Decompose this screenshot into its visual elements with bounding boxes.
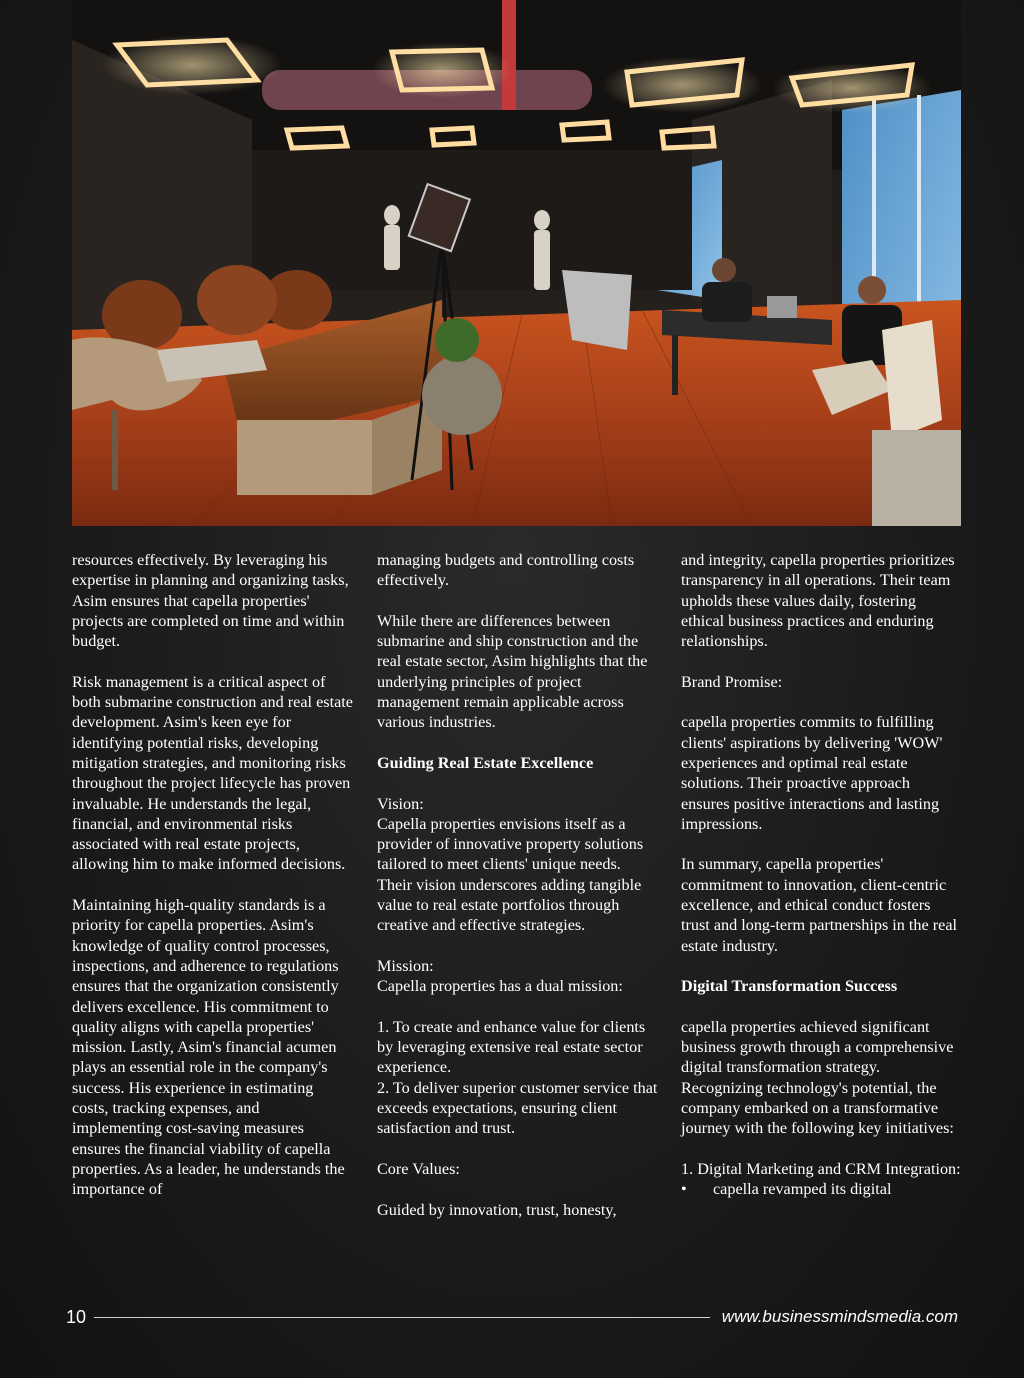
paragraph: Maintaining high-quality standards is a priority for capella properties. Asim's knowledge of quality control processes, inspections, and adherence to regulations ensures that the organization consistently delivers excellence. His commitment to quality aligns with capella properties' mission. Lastly, Asim's financial acumen plays an essential role in the company's success. His experience in estimating costs, tracking expenses, and implementing cost-saving measures ensures the financial viability of capella properties. As a leader, he understands the importance of bbox=[72, 896, 345, 1199]
office-interior-photo bbox=[72, 0, 961, 526]
paragraph: Risk management is a critical aspect of both submarine construction and real estate development. Asim's keen eye for identifying potential risks, developing mitigation strategies, and monitoring risks throughout the project lifecycle has proven invaluable. He understands the legal, financial, and environmental risks associated with real estate projects, allowing him to make informed decisions. bbox=[72, 672, 353, 874]
brand-promise-label: Brand Promise: bbox=[681, 672, 783, 691]
paragraph: capella properties achieved significant business growth through a comprehensive digital transformation strategy. Recognizing technology's potential, the company embarked on a transformative journey with the following key initiatives: bbox=[681, 1017, 954, 1138]
bullet-icon: • bbox=[681, 1180, 687, 1199]
article-columns bbox=[72, 550, 961, 1250]
page-number: 10 bbox=[66, 1306, 87, 1327]
office-photo-illustration bbox=[72, 0, 961, 526]
page-footer bbox=[66, 1303, 958, 1331]
article-column-1 bbox=[72, 550, 353, 1200]
bullet-item bbox=[681, 1179, 962, 1199]
core-values-text: Guided by innovation, trust, honesty, bbox=[377, 1200, 617, 1219]
summary-paragraph: In summary, capella properties' commitment to innovation, client-centric excellence, and ethical conduct fosters trust and long-term partnerships in the real estate industry. bbox=[681, 855, 958, 955]
mission-label: Mission: bbox=[377, 956, 434, 975]
bullet-text: capella revamped its digital bbox=[713, 1180, 892, 1199]
website-url[interactable]: www.businessmindsmedia.com bbox=[721, 1307, 958, 1326]
article-column-2 bbox=[377, 550, 658, 1220]
paragraph: While there are differences between submarine and ship construction and the real estate sector, Asim highlights that the underlying principles of project management remain applicable across various industries. bbox=[377, 611, 648, 732]
footer-divider bbox=[94, 1317, 710, 1318]
initiative-item: 1. Digital Marketing and CRM Integration: bbox=[681, 1159, 961, 1178]
paragraph: and integrity, capella properties prioritizes transparency in all operations. Their team upholds these values daily, fostering ethical business practices and enduring relationships. bbox=[681, 551, 955, 651]
section-heading: Digital Transformation Success bbox=[681, 977, 898, 996]
section-heading: Guiding Real Estate Excellence bbox=[377, 753, 594, 772]
vision-text: Capella properties envisions itself as a provider of innovative property solutions tailored to meet clients' unique needs. Their vision underscores adding tangible value to real estate portfolios through creative and effective strategies. bbox=[377, 814, 644, 935]
paragraph: resources effectively. By leveraging his expertise in planning and organizing tasks, Asim ensures that capella properties' projects are completed on time and within budget. bbox=[72, 551, 349, 651]
vision-label: Vision: bbox=[377, 794, 424, 813]
core-values-label: Core Values: bbox=[377, 1159, 460, 1178]
brand-promise-text: capella properties commits to fulfilling clients' aspirations by delivering 'WOW' experiences and optimal real estate solutions. Their proactive approach ensures positive interactions and lasting impressions. bbox=[681, 713, 943, 833]
mission-item: 1. To create and enhance value for clients by leveraging extensive real estate sector experience. bbox=[377, 1017, 646, 1077]
paragraph: managing budgets and controlling costs effectively. bbox=[377, 551, 635, 590]
mission-text: Capella properties has a dual mission: bbox=[377, 977, 623, 996]
mission-item: 2. To deliver superior customer service that exceeds expectations, ensuring client satisfaction and trust. bbox=[377, 1078, 658, 1138]
article-column-3 bbox=[681, 550, 962, 1200]
